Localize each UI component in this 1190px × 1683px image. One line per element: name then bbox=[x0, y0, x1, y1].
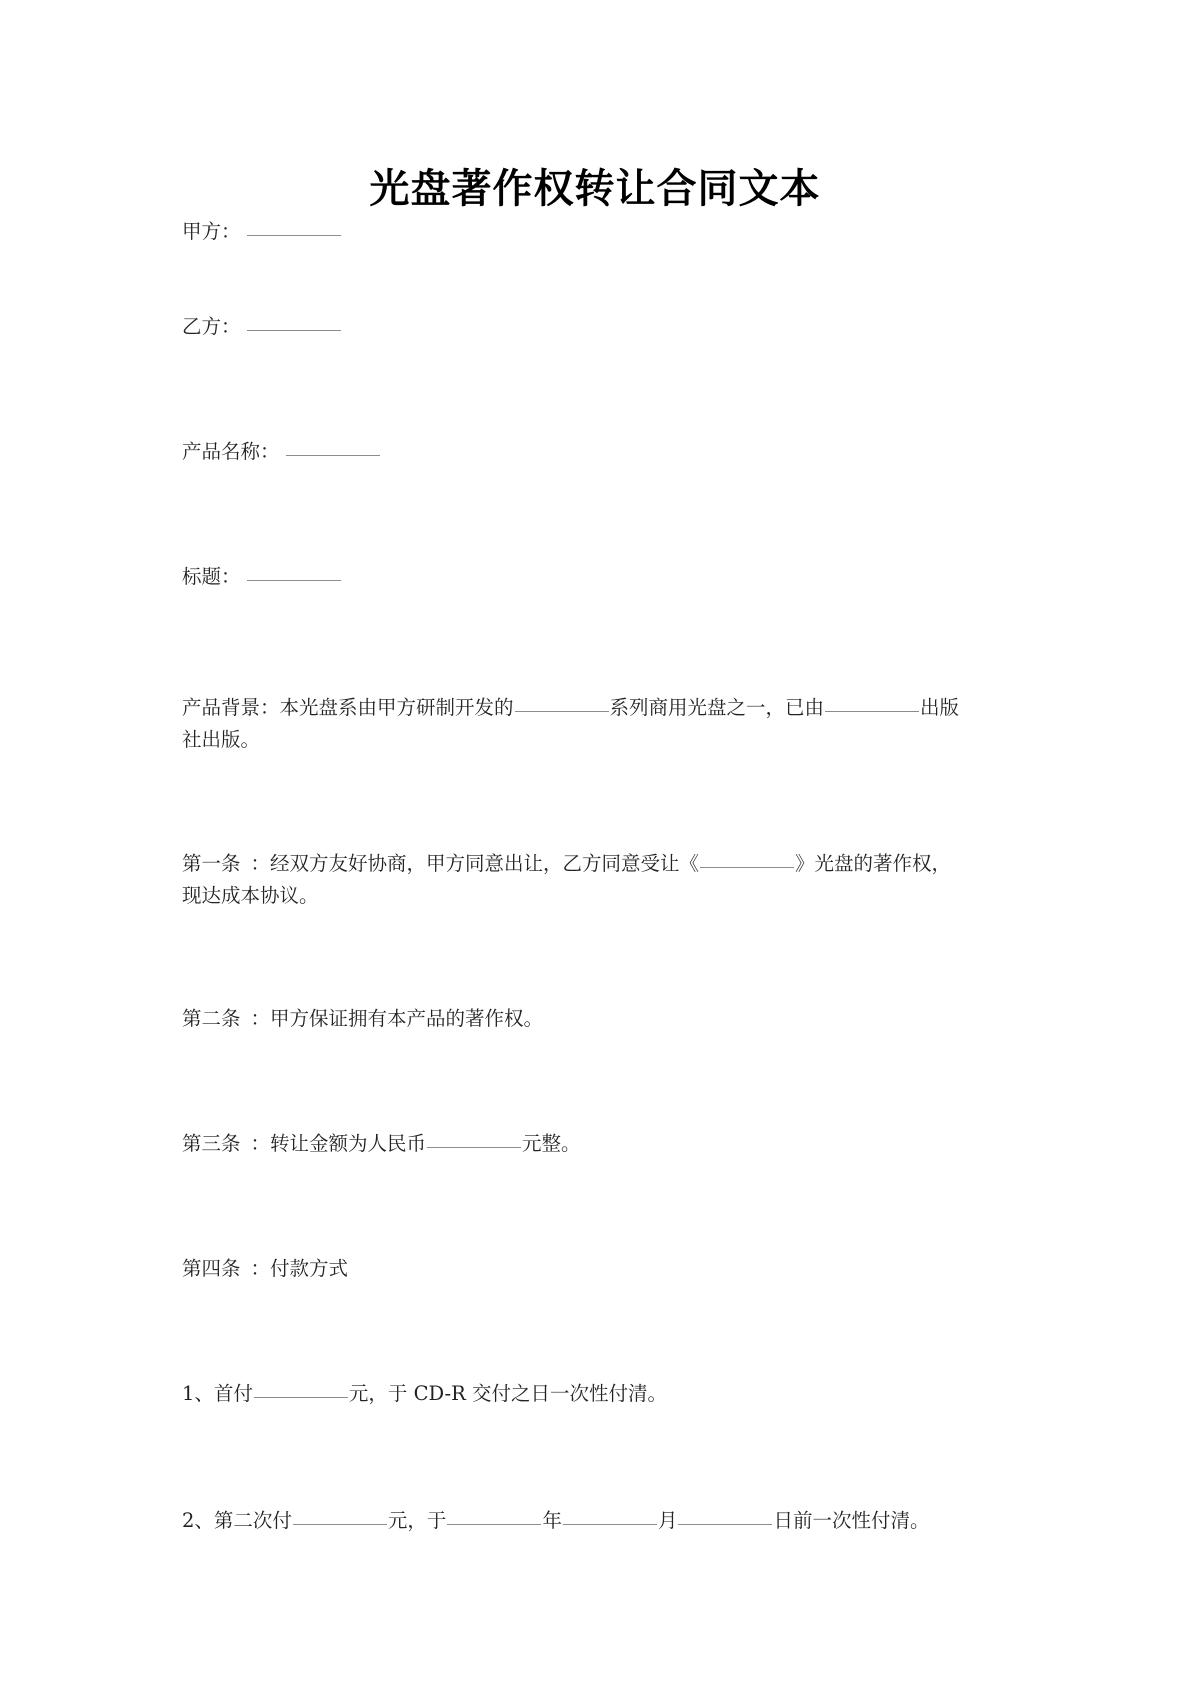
heading-label: 标题： bbox=[182, 565, 241, 588]
amount-blank[interactable] bbox=[427, 1127, 521, 1148]
product-background-paragraph bbox=[182, 692, 1022, 756]
year-blank[interactable] bbox=[447, 1504, 541, 1525]
background-text-1: 产品背景：本光盘系由甲方研制开发的 bbox=[182, 696, 514, 719]
article-1-colon: ： bbox=[250, 852, 271, 875]
payment-2-text-2: 元，于 bbox=[387, 1509, 447, 1532]
party-b-label: 乙方： bbox=[182, 315, 241, 338]
background-text-4: 社出版。 bbox=[182, 728, 261, 751]
series-blank[interactable] bbox=[515, 691, 609, 712]
payment-2-text-4: 月 bbox=[657, 1509, 678, 1532]
article-4-text: 付款方式 bbox=[270, 1257, 349, 1280]
article-3-text-2: 元整。 bbox=[522, 1132, 581, 1155]
background-text-3: 出版 bbox=[920, 696, 960, 719]
first-payment-blank[interactable] bbox=[254, 1377, 348, 1398]
article-2-colon: ： bbox=[250, 1007, 271, 1030]
article-3-line bbox=[182, 1128, 1022, 1160]
publisher-blank[interactable] bbox=[825, 691, 919, 712]
product-name-line bbox=[182, 436, 1022, 468]
payment-1-text-1: 1、首付 bbox=[182, 1382, 253, 1405]
party-b-blank[interactable] bbox=[247, 310, 341, 331]
heading-blank[interactable] bbox=[247, 560, 341, 581]
article-4-label: 第四条 bbox=[182, 1257, 241, 1280]
article-4-colon: ： bbox=[250, 1257, 271, 1280]
payment-2-text-3: 年 bbox=[542, 1509, 562, 1532]
party-a-line bbox=[182, 216, 1022, 248]
disc-title-blank[interactable] bbox=[700, 847, 794, 868]
article-2-text: 甲方保证拥有本产品的著作权。 bbox=[270, 1007, 544, 1030]
payment-2-text-1: 2、第二次付 bbox=[182, 1509, 292, 1532]
article-1-paragraph bbox=[182, 848, 1022, 912]
product-name-label: 产品名称： bbox=[182, 440, 280, 463]
article-1-label: 第一条 bbox=[182, 852, 241, 875]
article-1-text-3: 现达成本协议。 bbox=[182, 884, 319, 907]
payment-2-text-5: 日前一次性付清。 bbox=[773, 1509, 930, 1532]
article-2-label: 第二条 bbox=[182, 1007, 241, 1030]
payment-1-line bbox=[182, 1378, 1022, 1410]
document-title: 光盘著作权转让合同文本 bbox=[369, 166, 821, 212]
heading-line bbox=[182, 561, 1022, 593]
payment-2-line bbox=[182, 1505, 1022, 1537]
month-blank[interactable] bbox=[563, 1504, 657, 1525]
article-3-text-1: 转让金额为人民币 bbox=[270, 1132, 427, 1155]
product-name-blank[interactable] bbox=[286, 435, 380, 456]
article-2-line bbox=[182, 1003, 1022, 1035]
article-3-label: 第三条 bbox=[182, 1132, 241, 1155]
party-b-line bbox=[182, 311, 1022, 343]
party-a-blank[interactable] bbox=[247, 215, 341, 236]
article-3-colon: ： bbox=[250, 1132, 271, 1155]
second-payment-blank[interactable] bbox=[293, 1504, 387, 1525]
article-4-line bbox=[182, 1253, 1022, 1285]
payment-1-text-2: 元，于 CD-R 交付之日一次性付清。 bbox=[348, 1382, 668, 1405]
day-blank[interactable] bbox=[678, 1504, 772, 1525]
article-1-text-1: 经双方友好协商，甲方同意出让，乙方同意受让《 bbox=[270, 852, 700, 875]
background-text-2: 系列商用光盘之一，已由 bbox=[609, 696, 825, 719]
article-1-text-2: 》光盘的著作权， bbox=[795, 852, 952, 875]
party-a-label: 甲方： bbox=[182, 220, 241, 243]
